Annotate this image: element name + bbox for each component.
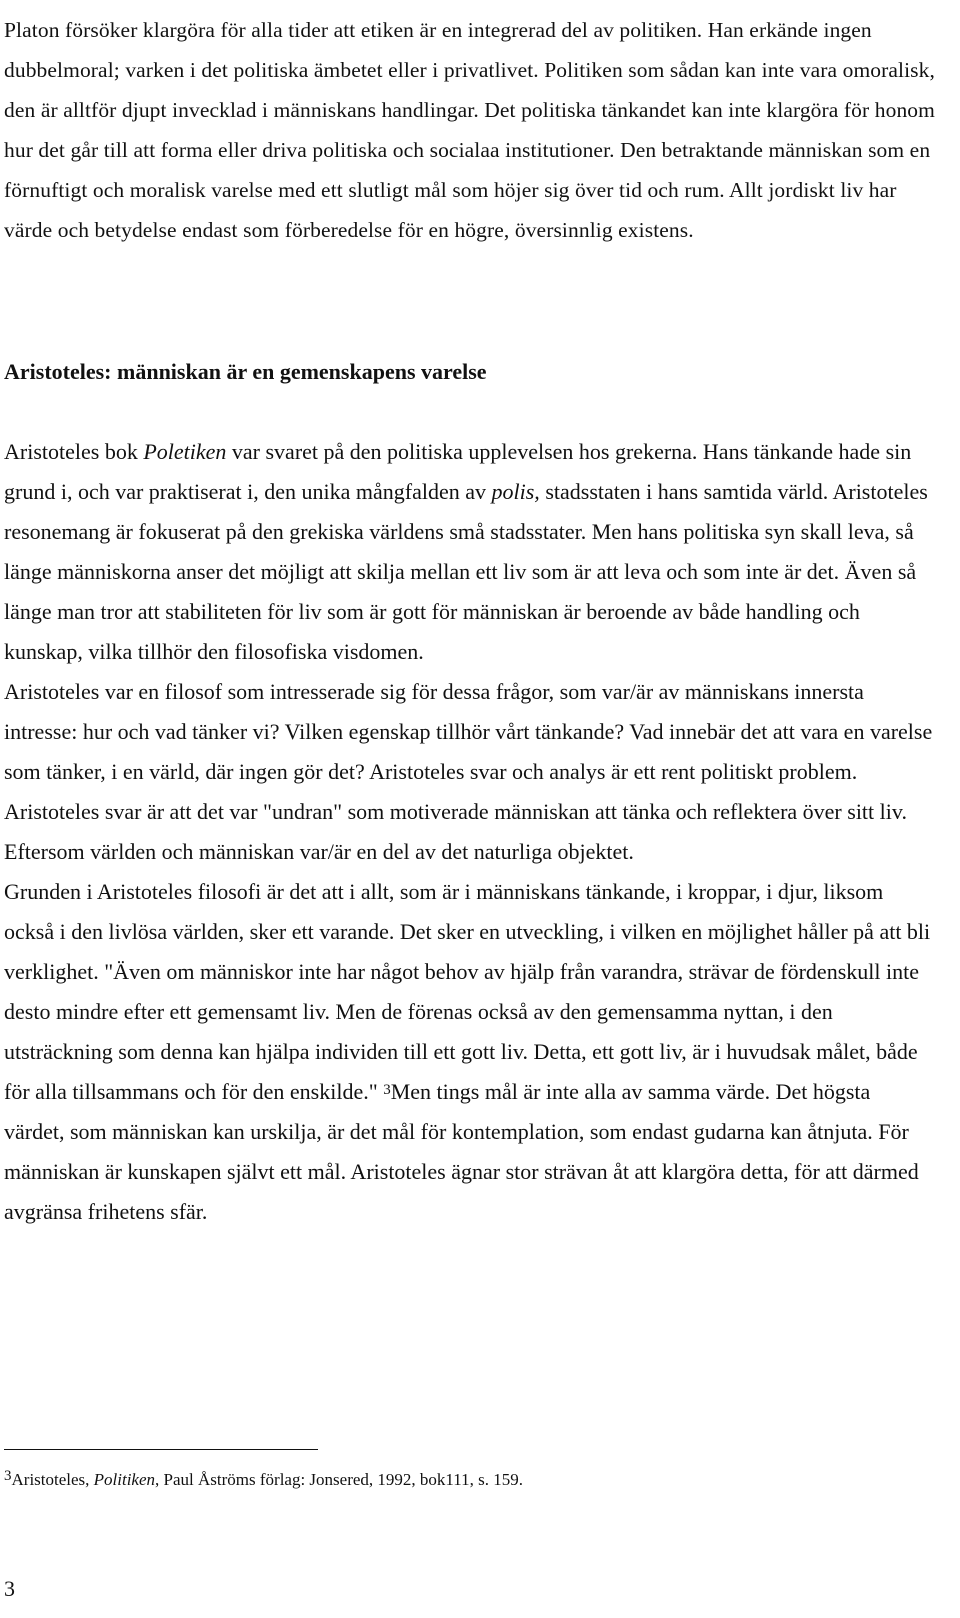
footnote-text-end: , Paul Åströms förlag: Jonsered, 1992, bok111, s. 159.: [155, 1470, 524, 1489]
footnote: [4, 1466, 523, 1494]
paragraph-1-text-end: stadsstaten i hans samtida värld. Aristoteles resonemang är fokuserat på den grekiska världens små stadsstater. Men hans politiska syn skall leva, så länge människorna anser det möjligt att skilja mellan ett liv som är att leva och som inte är det. Även så länge man tror att stabiliteten för liv som är gott för människan är beroende av både handling och kunskap, vilka tillhör den filosofiska visdomen.: [4, 479, 928, 664]
footnote-text-start: Aristoteles,: [11, 1470, 94, 1489]
page-number: 3: [4, 1576, 15, 1601]
document-page: [4, 0, 936, 1601]
intro-paragraph: Platon försöker klargöra för alla tider att etiken är en integrerad del av politiken. Han erkände ingen dubbelmoral; varken i det politiska ämbetet eller i privatlivet. Politiken som sådan kan inte vara omoralisk, den är alltför djupt invecklad i människans handlingar. Det politiska tänkandet kan inte klargöra för honom hur det går till att forma eller driva politiska och socialaa institutioner. Den betraktande människan som en förnuftigt och moralisk varelse med ett slutligt mål som höjer sig över tid och rum. Allt jordiskt liv har värde och betydelse endast som förberedelse för en högre, översinnlig existens.: [4, 18, 935, 242]
section-heading: Aristoteles: människan är en gemenskapens varelse: [4, 359, 487, 384]
paragraph-grunden: [4, 872, 936, 1232]
footnote-book-title: Politiken: [93, 1470, 156, 1489]
paragraph-1-text-start: Aristoteles bok: [4, 439, 144, 464]
paragraph-undran: Aristoteles svar är att det var "undran" som motiverade människan att tänka och reflektera över sitt liv. Eftersom världen och människan var/är en del av det naturliga objektet.: [4, 799, 907, 864]
book-title-poletiken: Poletiken: [143, 439, 227, 464]
paragraph-filosof: Aristoteles var en filosof som intresserade sig för dessa frågor, som var/är av människans innersta intresse: hur och vad tänker vi? Vilken egenskap tillhör vårt tänkande? Vad innebär det att vara en varelse som tänker, i en värld, där ingen gör det? Aristoteles svar och analys är ett rent politiskt problem.: [4, 679, 933, 784]
section-body: [4, 432, 936, 1232]
paragraph-4-text-start: Grunden i Aristoteles filosofi är det att i allt, som är i människans tänkande, i kroppar, i djur, liksom också i den livlösa världen, sker ett varande. Det sker en utveckling, i vilken en möjlighet håller på att bli verklighet. "Även om människor inte har något behov av hjälp från varandra, strävar de fördenskull inte desto mindre efter ett gemensamt liv. Men de förenas också av den gemensamma nyttan, i den utsträckning som denna kan hjälpa individen till ett gott liv. Detta, ett gott liv, är i huvudsak målet, både för alla tillsammans och för den enskilde.": [4, 879, 931, 1104]
paragraph-poletiken: [4, 432, 936, 672]
footnote-number: 3: [4, 1468, 12, 1484]
footnote-divider: [4, 1449, 318, 1450]
paragraph-4-text-end: Men tings mål är inte alla av samma värde. Det högsta värdet, som människan kan urskilja, är det mål för kontemplation, som endast gudarna kan åtnjuta. För människan är kunskapen självt ett mål. Aristoteles ägnar stor strävan åt att klargöra detta, för att därmed avgränsa frihetens sfär.: [4, 1079, 919, 1224]
footnote-reference: 3: [383, 1082, 391, 1098]
polis-term: polis,: [491, 479, 540, 504]
paragraph-1-text-middle: var svaret på den politiska upplevelsen hos grekerna. Hans tänkande hade sin grund i, och var praktiserat i, den unika mångfalden av: [4, 439, 912, 504]
